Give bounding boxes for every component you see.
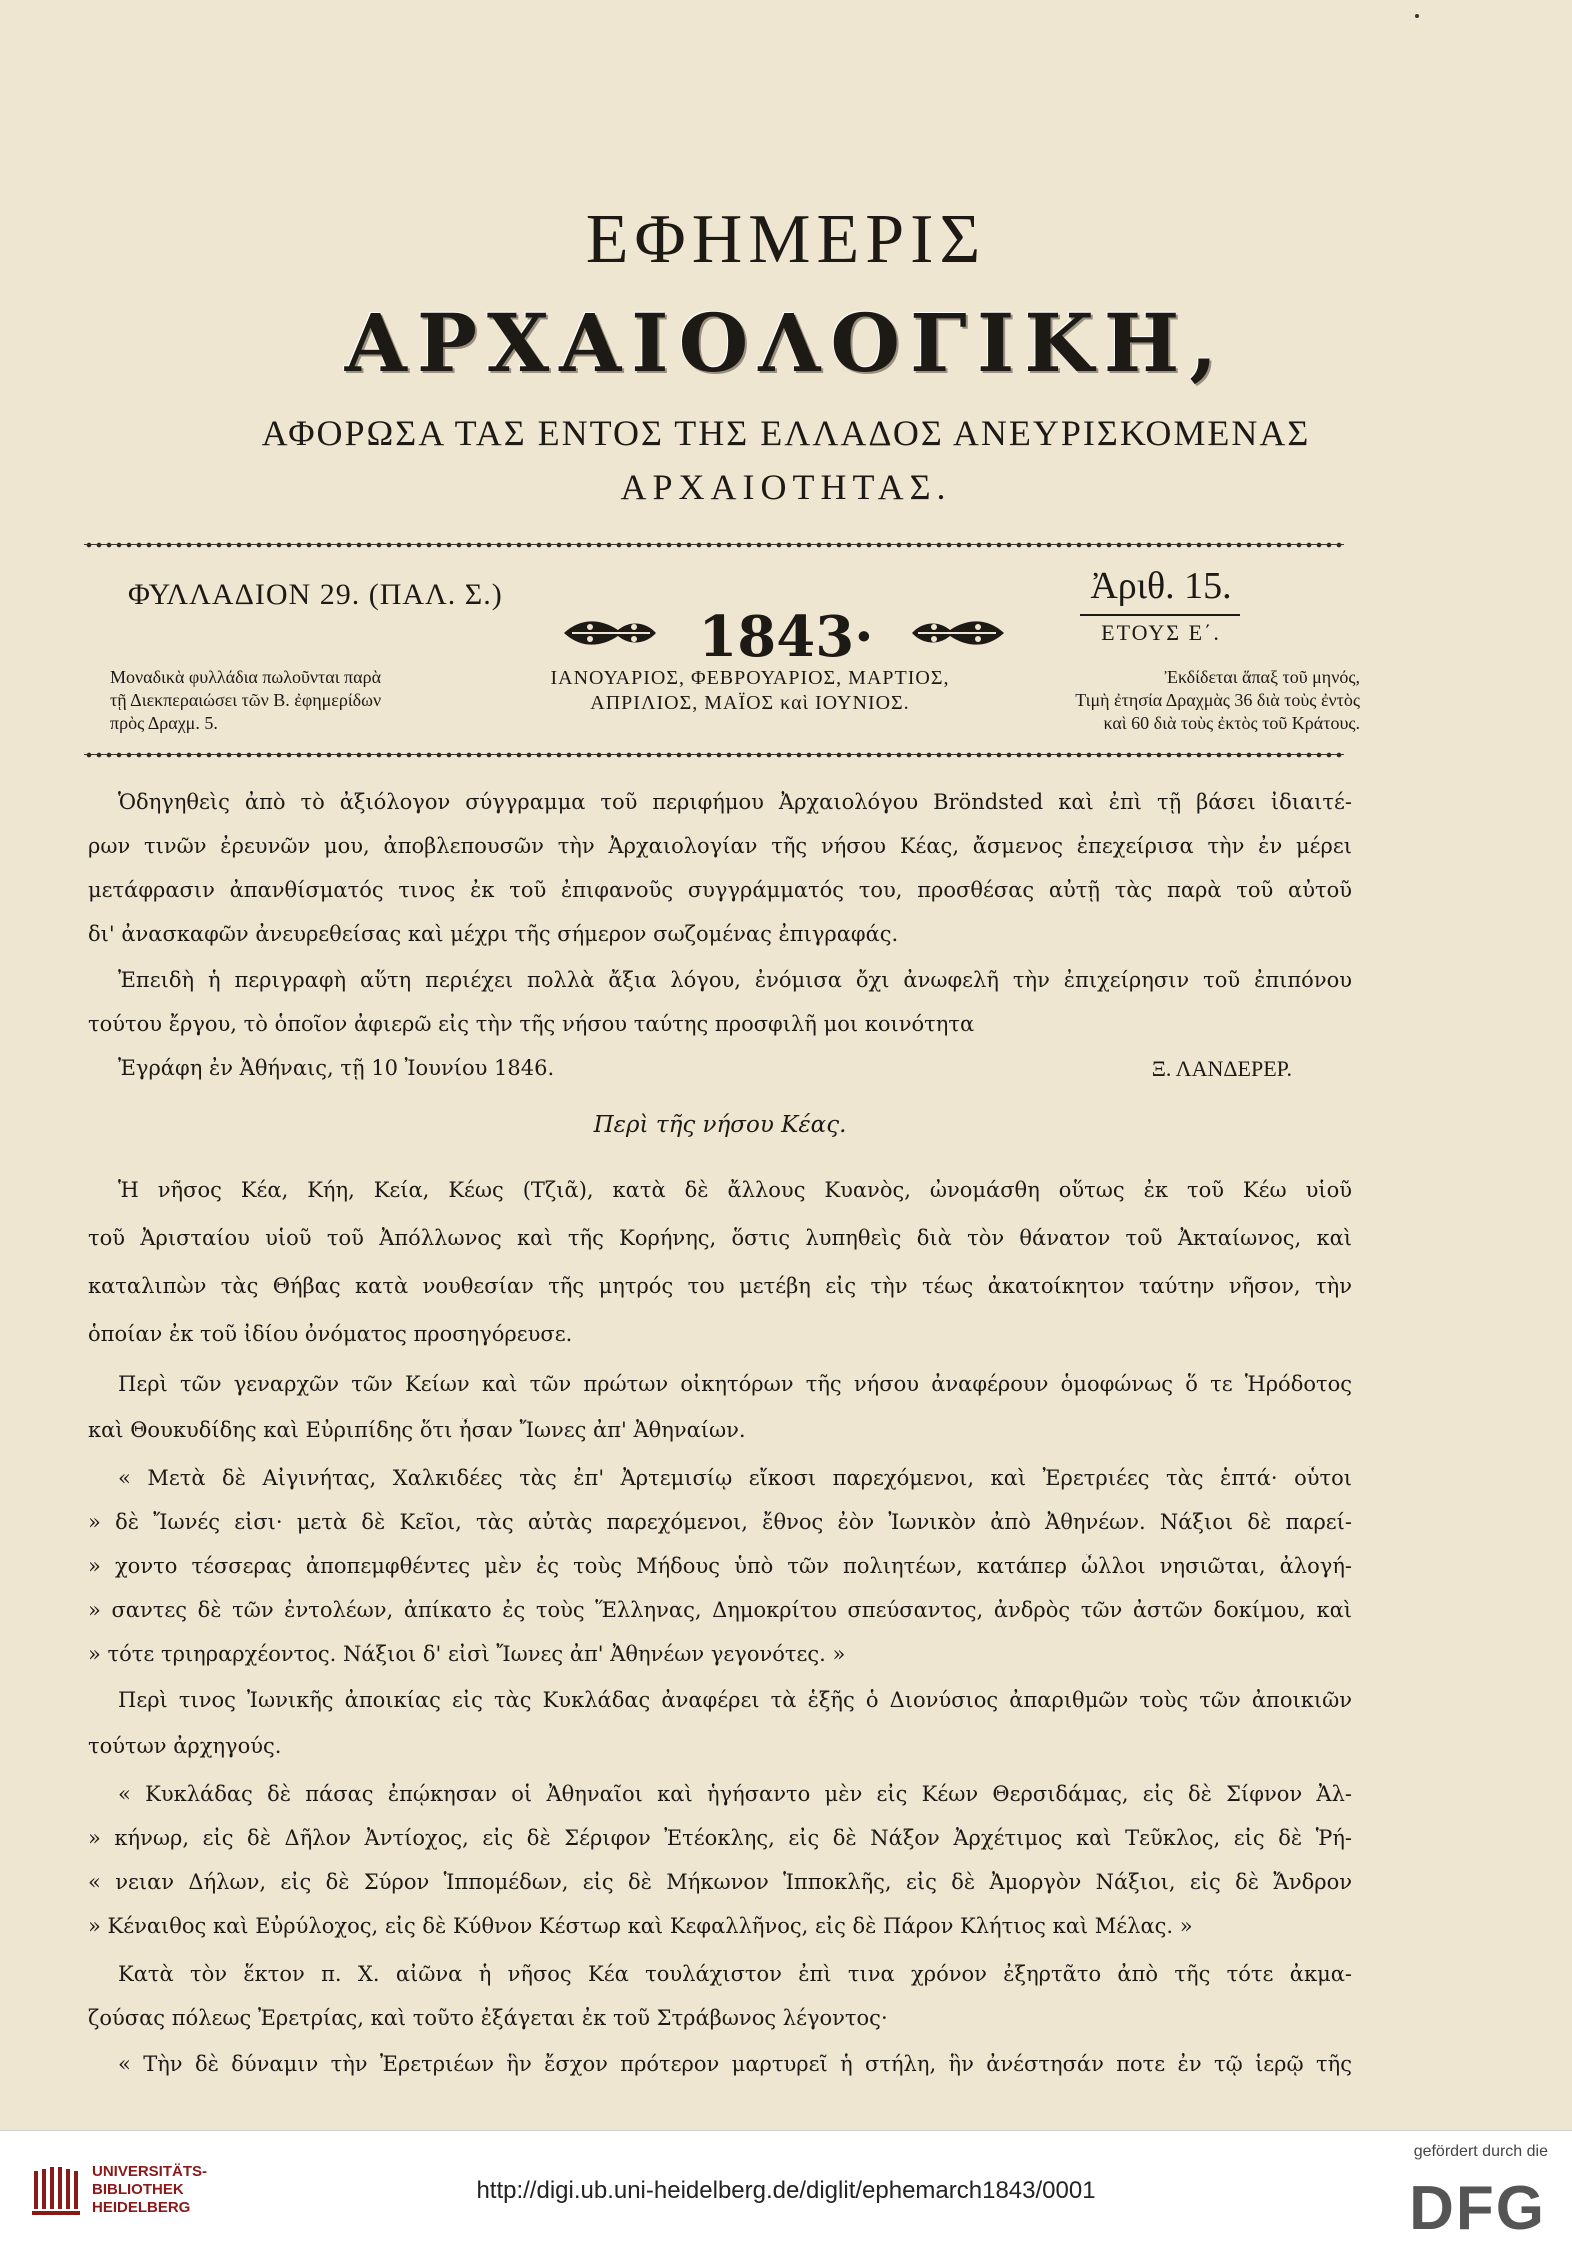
speck-mark [1415, 14, 1419, 18]
section-heading: Περὶ τῆς νήσου Κέας. [593, 1112, 847, 1138]
sheet-number: ΦΥΛΛΑΔΙΟΝ 29. (ΠΑΛ. Σ.) [128, 578, 503, 611]
institution-name-line: BIBLIOTHEK [92, 2181, 184, 2198]
text-line: τούτου ἔργου, τὸ ὁποῖον ἀφιερῶ εἰς τὴν τῆς νήσου ταύτης προσφιλῆ μοι κοινότητα [88, 1012, 975, 1036]
journal-title: ΕΦΗΜΕΡΙΣ [585, 201, 987, 278]
text-line: Κατὰ τὸν ἕκτον π. Χ. αἰῶνα ἡ νῆσος Κέα τουλάχιστον ἐπὶ τινα χρόνον ἐξηρτᾶτο ἀπὸ τῆς τότε ἀκμα- [118, 1962, 1352, 1986]
leaf-ornament-right-icon [908, 616, 1008, 650]
funding-note: gefördert durch die [1413, 2143, 1548, 2160]
subscription-note-line: καὶ 60 διὰ τοὺς ἐκτὸς τοῦ Κράτους. [1103, 713, 1360, 733]
text-line: » χοντο τέσσερας ἀποπεμφθέντες μὲν ἐς τοὺς Μήδους ὑπὸ τῶν πολιητέων, κατάπερ ὦλλοι νησιῶται, ἀλογή- [88, 1554, 1352, 1578]
text-line: ρων τινῶν ἐρευνῶν μου, ἀποβλεπουσῶν τὴν Ἀρχαιολογίαν τῆς νήσου Κέας, ἄσμενος ἐπεχείρισα τὴν ἐν μέρει [88, 834, 1352, 858]
subscription-note-line: Τιμὴ ἐτησία Δραχμὰς 36 διὰ τοὺς ἐντὸς [1075, 690, 1360, 710]
sales-note-line: τῇ Διεκπεραιώσει τῶν Β. ἐφημερίδων [110, 690, 382, 710]
text-line: « Μετὰ δὲ Αἰγινήτας, Χαλκιδέες τὰς ἐπ' Ἀρτεμισίῳ εἴκοσι παρεχόμενοι, καὶ Ἐρετριέες τὰς ἑπτά· οὗτοι [118, 1466, 1352, 1490]
journal-subtitle-line2: ΑΡΧΑΙΟΤΗΤΑΣ. [620, 467, 952, 507]
sales-note-line: Μοναδικὰ φυλλάδια πωλοῦνται παρὰ [110, 667, 381, 687]
text-line: Ἡ νῆσος Κέα, Κήη, Κεία, Κέως (Τζιᾶ), κατὰ δὲ ἄλλους Κυανὸς, ὠνομάσθη οὕτως ἐκ τοῦ Κέω υἱοῦ [118, 1178, 1352, 1202]
text-line: ζούσας πόλεως Ἐρετρίας, καὶ τοῦτο ἐξάγεται ἐκ τοῦ Στράβωνος λέγοντος· [88, 2006, 888, 2030]
text-line: « Κυκλάδας δὲ πάσας ἐπῴκησαν οἱ Ἀθηναῖοι καὶ ἡγήσαντο μὲν εἰς Κέων Θερσιδάμας, εἰς δὲ Σίφνον Ἀλ- [118, 1782, 1352, 1806]
sales-note [110, 666, 470, 735]
issue-months-line: ΙΑΝΟΥΑΡΙΟΣ, ΦΕΒΡΟΥΑΡΙΟΣ, ΜΑΡΤΙΟΣ, [550, 667, 950, 689]
text-line: δι' ἀνασκαφῶν ἀνευρεθείσας καὶ μέχρι τῆς σήμερον σωζομένας ἐπιγραφάς. [88, 922, 899, 946]
issue-months [510, 666, 990, 716]
ornamental-rule-top [84, 540, 1344, 550]
text-line: τούτων ἀρχηγούς. [88, 1734, 282, 1758]
text-line: τοῦ Ἀρισταίου υἱοῦ τοῦ Ἀπόλλωνος καὶ τῆς Κορήνης, ὅστις λυπηθεὶς διὰ τὸν θάνατον τοῦ Ἀκταίωνος, καὶ [88, 1226, 1352, 1250]
text-line: » σαντες δὲ τῶν ἐντολέων, ἀπίκατο ἐς τοὺς Ἕλληνας, Δημοκρίτου σπεύσαντος, ἀνδρὸς τῶν ἀστῶν δοκίμου, καὶ [88, 1598, 1352, 1622]
text-line: καὶ Θουκυδίδης καὶ Εὐριπίδης ὅτι ἦσαν Ἴωνες ἀπ' Ἀθηναίων. [88, 1418, 746, 1442]
text-line: μετάφρασιν ἀπανθίσματός τινος ἐκ τοῦ ἐπιφανοῦς συγγράμματός του, προσθέσας αὐτῇ τὰς παρὰ τοῦ αὐτοῦ [88, 878, 1352, 902]
text-line: « Τὴν δὲ δύναμιν τὴν Ἐρετριέων ἣν ἔσχον πρότερον μαρτυρεῖ ἡ στήλη, ἣν ἀνέστησάν ποτε ἐν τῷ ἱερῷ τῆς [118, 2052, 1352, 2076]
text-line: « νειαν Δήλων, εἰς δὲ Σύρον Ἱππομέδων, εἰς δὲ Μήκωνον Ἱπποκλῆς, εἰς δὲ Ἀμοργὸν Νάξιοι, εἰς δὲ Ἄνδρον [88, 1870, 1352, 1894]
footer-bar [0, 2130, 1572, 2254]
issue-months-line: ΑΠΡΙΛΙΟΣ, ΜΑΪΟΣ καὶ ΙΟΥΝΙΟΣ. [590, 692, 910, 714]
journal-title-decorative: ΑΡΧΑΙΟΛΟΓΙΚΗ, [344, 296, 1228, 390]
dfg-logo: DFG [1409, 2174, 1546, 2243]
subscription-note [1000, 666, 1360, 735]
text-line: Περὶ τινος Ἰωνικῆς ἀποικίας εἰς τὰς Κυκλάδας ἀναφέρει τὰ ἑξῆς ὁ Διονύσιος ἀπαριθμῶν τοὺς τῶν ἀποικιῶν [118, 1688, 1352, 1712]
issue-year-label: ΕΤΟΥΣ Ε΄. [1101, 620, 1221, 645]
text-line: » δὲ Ἴωνές εἰσι· μετὰ δὲ Κεῖοι, τὰς αὐτὰς παρεχόμενοι, ἔθνος ἐὸν Ἰωνικὸν ἀπὸ Ἀθηνέων. Νάξιοι δὲ παρεί- [88, 1510, 1352, 1534]
institution-name-line: HEIDELBERG [92, 2199, 191, 2216]
text-line: ὁποίαν ἐκ τοῦ ἰδίου ὀνόματος προσηγόρευσε. [88, 1322, 573, 1346]
institution-name-line: UNIVERSITÄTS- [92, 2163, 208, 2180]
text-line: Ὁδηγηθεὶς ἀπὸ τὸ ἀξιόλογον σύγγραμμα τοῦ περιφήμου Ἀρχαιολόγου Bröndsted καὶ ἐπὶ τῇ βάσει ἰδιαιτέ- [118, 790, 1352, 814]
publication-year: 1843· [698, 604, 874, 670]
ornamental-rule-middle [84, 750, 1344, 760]
text-line: καταλιπὼν τὰς Θήβας κατὰ νουθεσίαν τῆς μητρός του μετέβη εἰς τὴν τέως ἀκατοίκητον ταύτην νῆσον, τὴν [88, 1274, 1352, 1298]
permalink[interactable]: http://digi.ub.uni-heidelberg.de/diglit/ephemarch1843/0001 [476, 2177, 1096, 2204]
author-signature: Ξ. ΛΑΝΔΕΡΕΡ. [1151, 1056, 1292, 1081]
text-line: Περὶ τῶν γεναρχῶν τῶν Κείων καὶ τῶν πρώτων οἰκητόρων τῆς νήσου ἀναφέρουν ὁμοφώνως ὅ τε Ἡρόδοτος [118, 1372, 1352, 1396]
text-line: » Κέναιθος καὶ Εὐρύλοχος, εἰς δὲ Κύθνον Κέστωρ καὶ Κεφαλλῆνος, εἰς δὲ Πάρον Κλήτιος καὶ Μέλας. » [88, 1914, 1193, 1938]
text-line: Ἐπειδὴ ἡ περιγραφὴ αὕτη περιέχει πολλὰ ἄξια λόγου, ἐνόμισα ὄχι ἀνωφελῆ τὴν ἐπιχείρησιν τοῦ ἐπιπόνου [118, 968, 1352, 992]
subscription-note-line: Ἐκδίδεται ἅπαξ τοῦ μηνός, [1164, 667, 1360, 687]
text-line: » τότε τριηραρχέοντος. Νάξιοι δ' εἰσὶ Ἴωνες ἀπ' Ἀθηνέων γεγονότες. » [88, 1642, 846, 1666]
issue-number: Ἀριθ. 15. [1090, 565, 1232, 607]
journal-subtitle-line1: ΑΦΟΡΩΣΑ ΤΑΣ ΕΝΤΟΣ ΤΗΣ ΕΛΛΑΔΟΣ ΑΝΕΥΡΙΣΚΟΜΕΝΑΣ [261, 413, 1311, 453]
sales-note-line: πρὸς Δραχμ. 5. [110, 713, 218, 733]
dateline: Ἐγράφη ἐν Ἀθήναις, τῇ 10 Ἰουνίου 1846. [118, 1056, 555, 1080]
text-line: » κήνωρ, εἰς δὲ Δῆλον Ἀντίοχος, εἰς δὲ Σέριφον Ἐτέοκλης, εἰς δὲ Νάξον Ἀρχέτιμος καὶ Τεῦκλος, εἰς δὲ Ῥή- [88, 1826, 1352, 1850]
